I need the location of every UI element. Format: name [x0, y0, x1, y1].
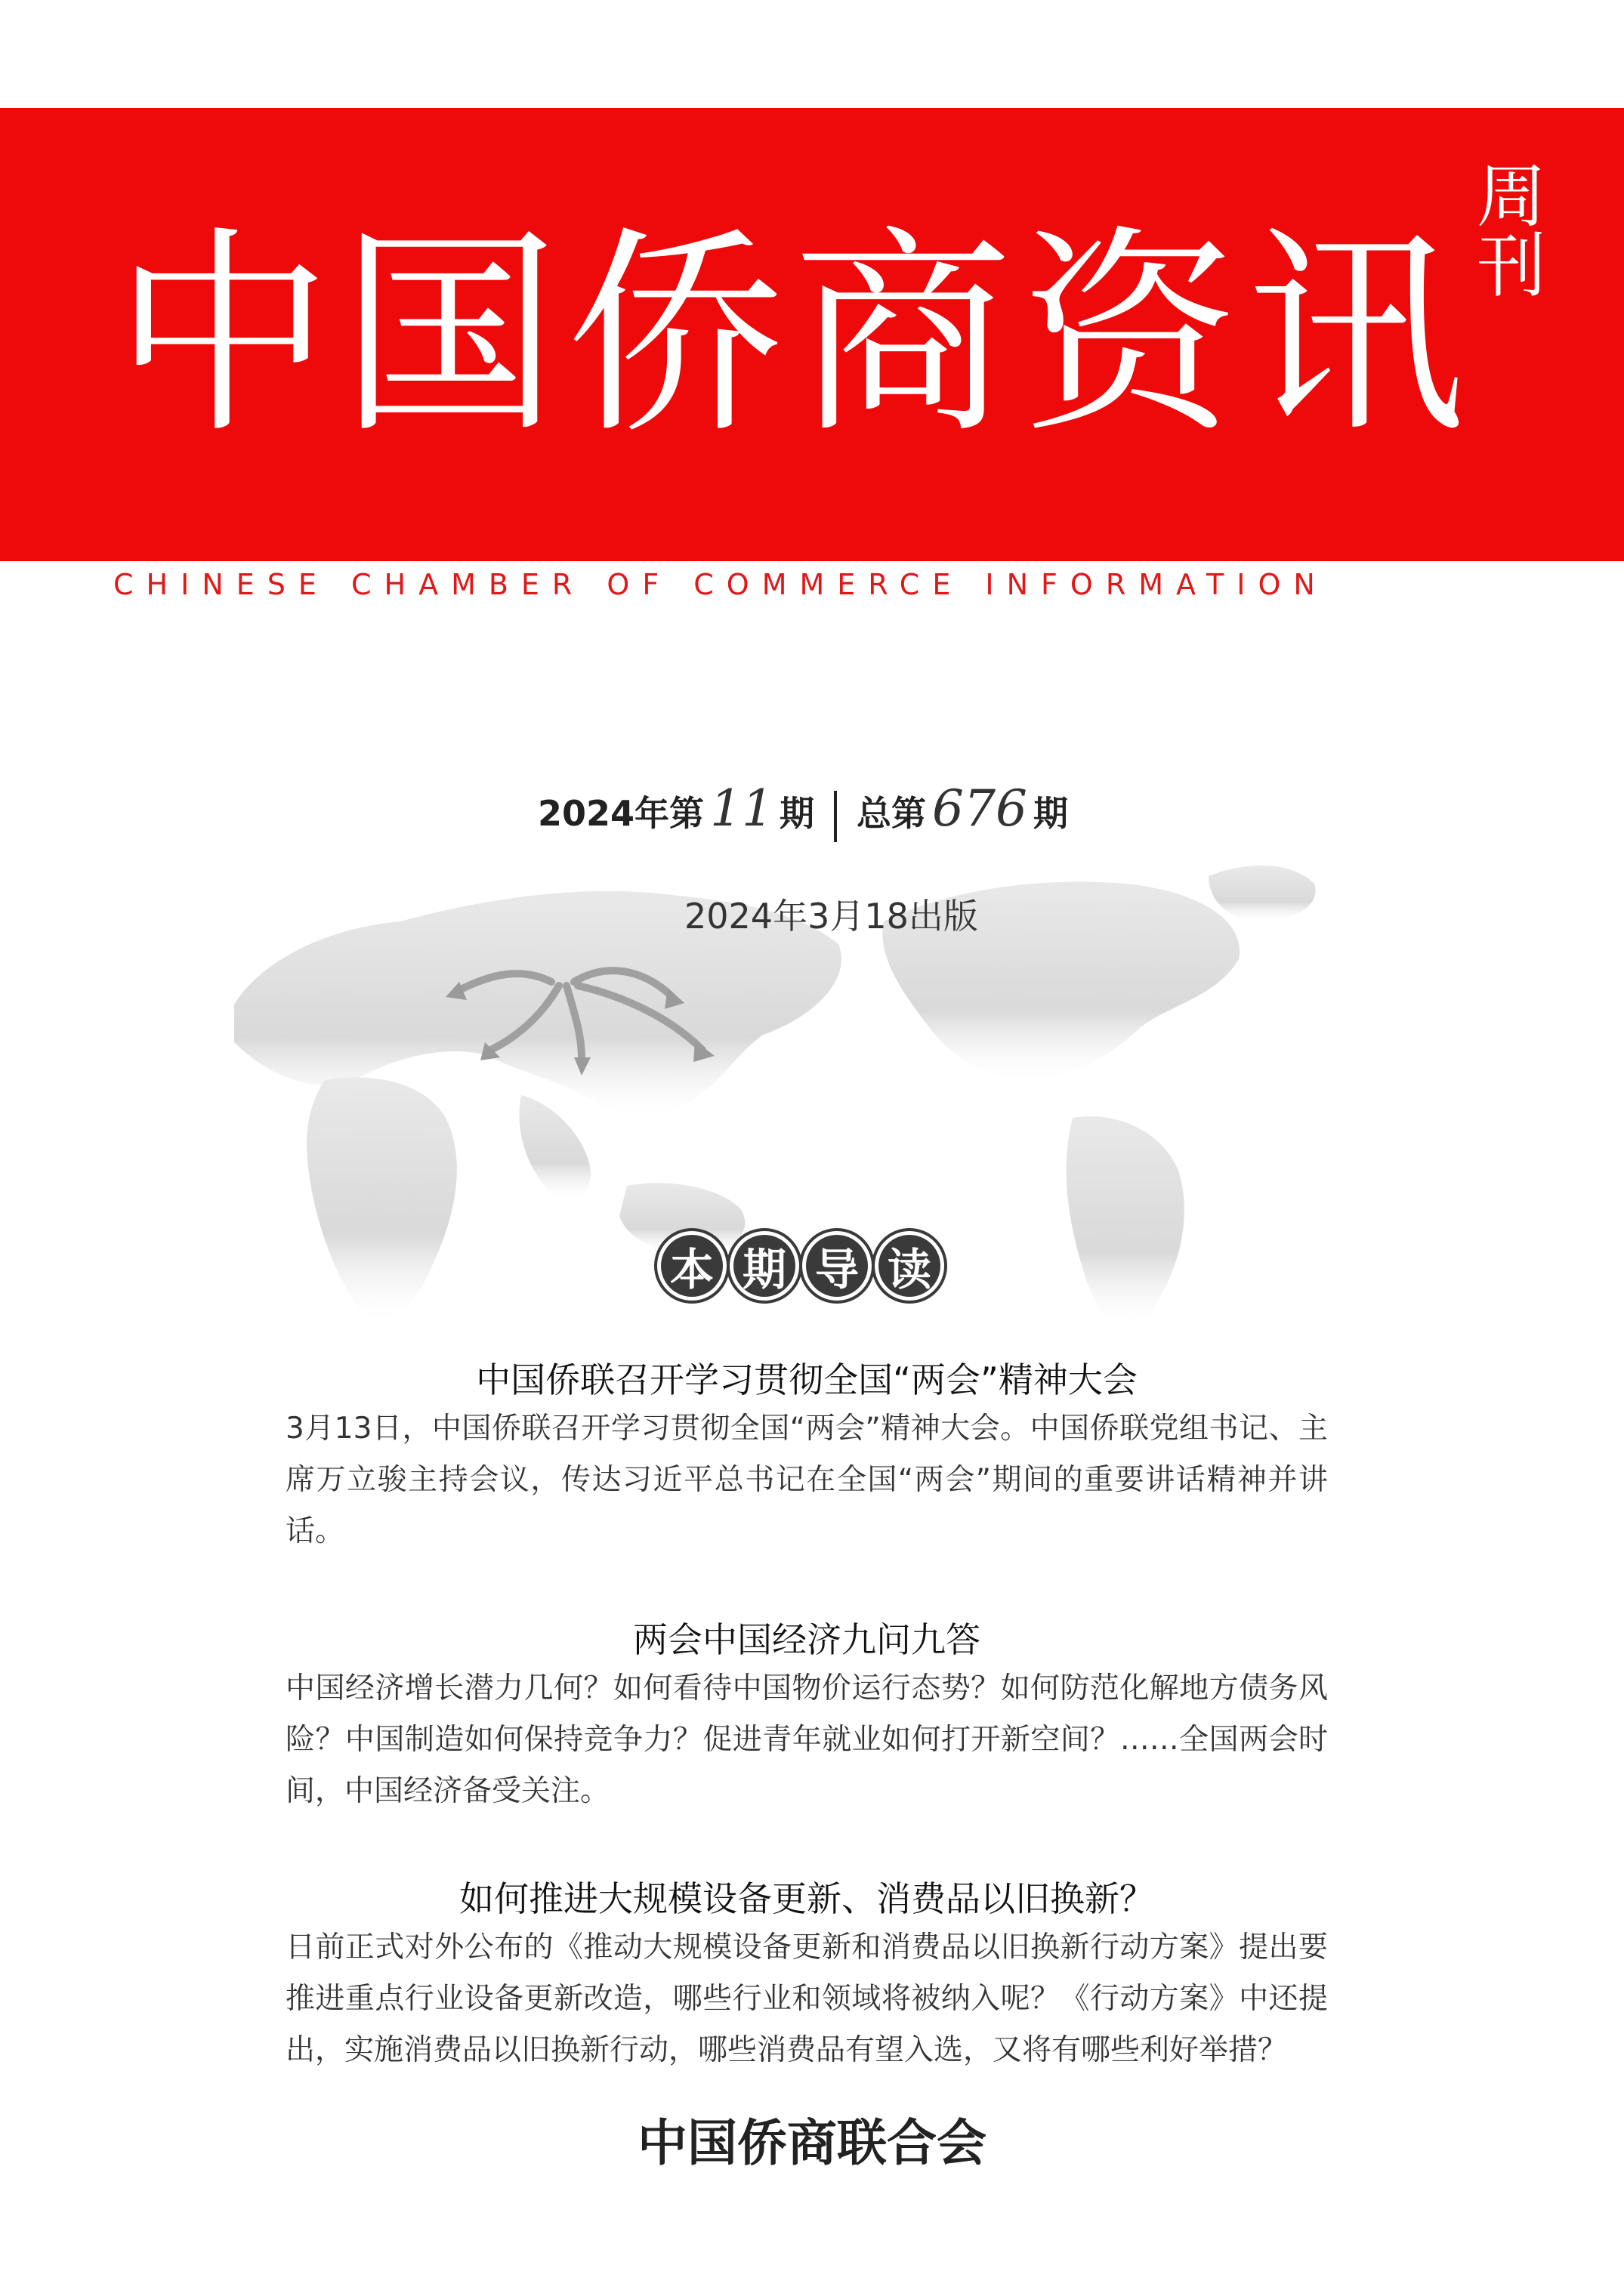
article-headline[interactable]: 如何推进大规模设备更新、消费品以旧换新？	[459, 1878, 1154, 1919]
publisher-name: 中国侨商联合会	[638, 2114, 986, 2172]
total-prefix: 总第	[857, 793, 927, 834]
publish-date: 2024年3月18出版	[684, 896, 978, 937]
guide-badge-2: 期	[733, 1235, 795, 1297]
article-summary: 中国经济增长潜力几何？如何看待中国物价运行态势？如何防范化解地方债务风险？中国制造如何保持竞争力？促进青年就业如何打开新空间？……全国两会时间，中国经济备受关注。	[286, 1671, 1328, 1808]
article-summary: 3月13日，中国侨联召开学习贯彻全国“两会”精神大会。中国侨联党组书记、主席万立骏主持会议，传达习近平总书记在全国“两会”期间的重要讲话精神并讲话。	[286, 1412, 1328, 1548]
total-issue-number: 676	[932, 779, 1027, 838]
issue-year-prefix: 2024年第	[538, 793, 705, 834]
article-3[interactable]	[286, 1877, 1328, 2076]
article-summary: 日前正式对外公布的《推动大规模设备更新和消费品以旧换新行动方案》提出要推进重点行业设备更新改造，哪些行业和领域将被纳入呢？《行动方案》中还提出，实施消费品以旧换新行动，哪些消费品有望入选，又将有哪些利好举措？	[286, 1930, 1328, 2067]
article-2[interactable]	[286, 1618, 1328, 1817]
this-issue-guide-header	[661, 1235, 940, 1307]
masthead-title: 中国侨商资讯	[113, 208, 1473, 463]
guide-badge-4: 读	[878, 1235, 940, 1297]
article-headline[interactable]: 中国侨联召开学习贯彻全国“两会”精神大会	[476, 1359, 1138, 1400]
issue-number: 11	[710, 779, 774, 838]
issue-separator	[834, 791, 837, 842]
total-suffix: 期	[1033, 793, 1068, 834]
issue-suffix: 期	[780, 793, 815, 834]
guide-badge-1: 本	[661, 1235, 723, 1297]
guide-badge-3: 导	[806, 1235, 868, 1297]
article-headline[interactable]: 两会中国经济九问九答	[633, 1619, 980, 1660]
masthead-english-title: CHINESE CHAMBER OF COMMERCE INFORMATION	[113, 568, 1328, 601]
article-1[interactable]	[286, 1358, 1328, 1557]
weekly-label: 周刊	[1477, 156, 1547, 307]
issue-number-line	[538, 774, 1068, 844]
